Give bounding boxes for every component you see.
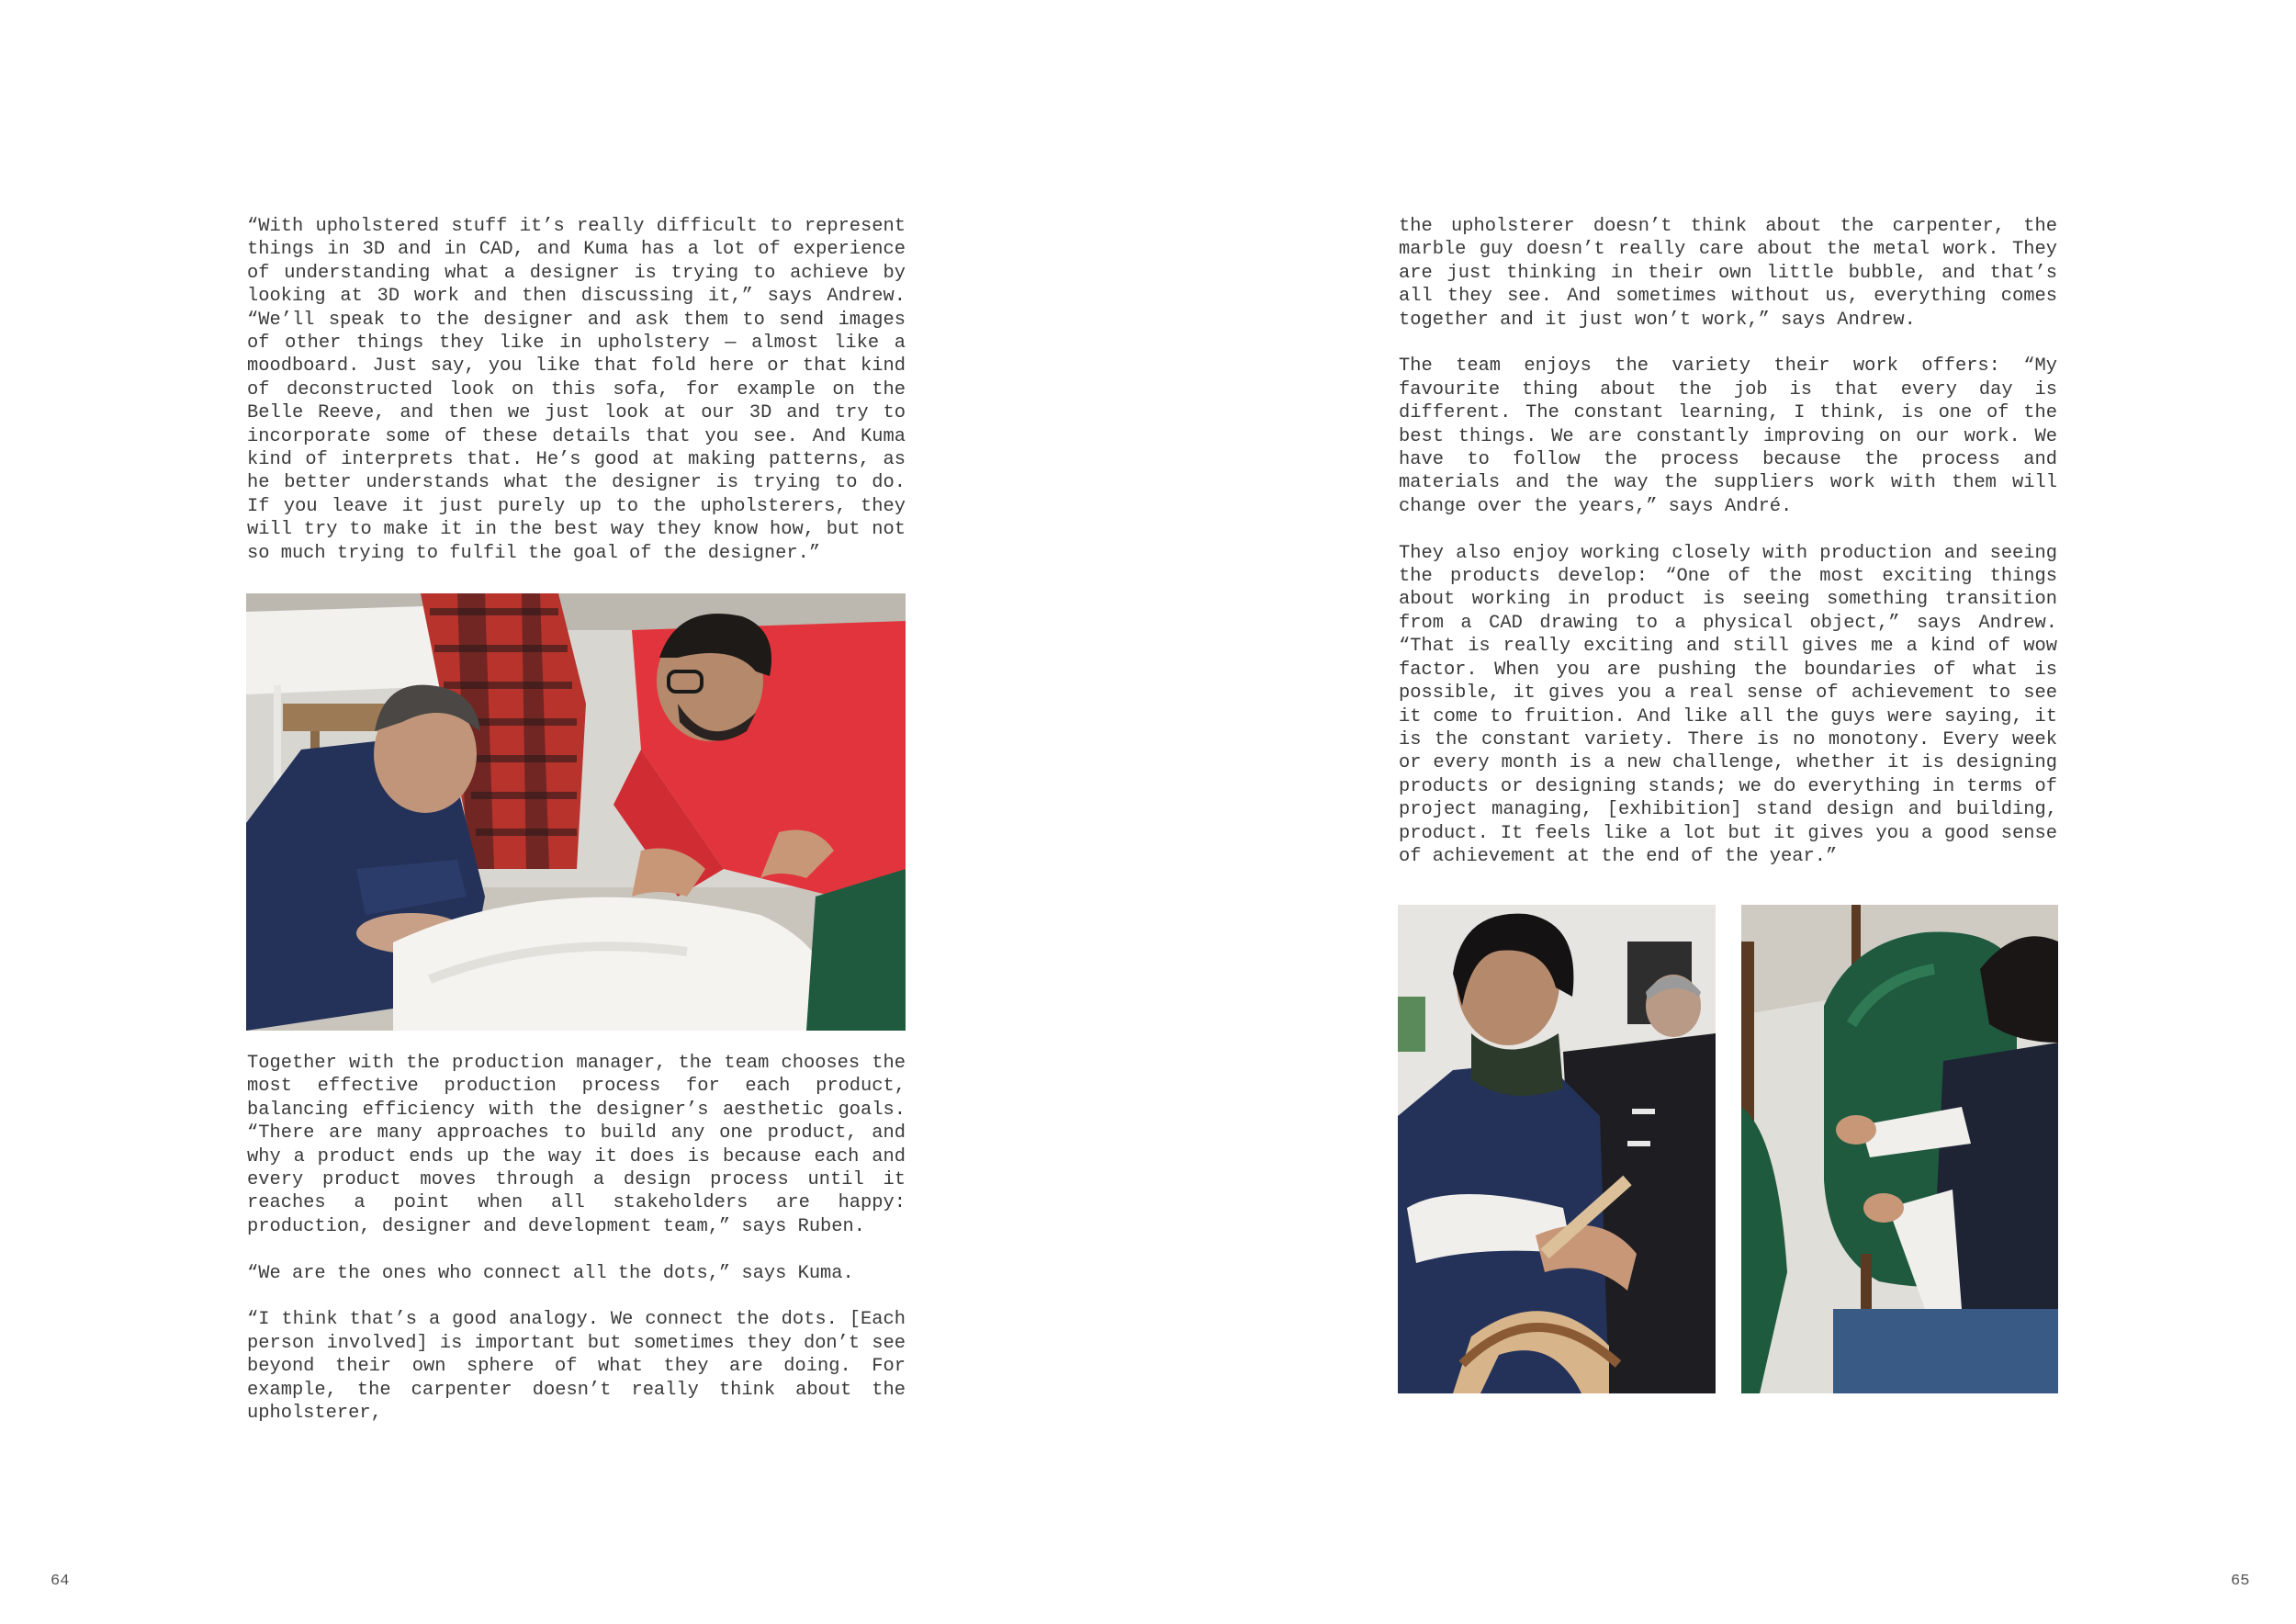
page-number-left: 64 [51, 1573, 70, 1590]
green-chair-photo-illustration [1741, 905, 2058, 1393]
left-column-bottom-text [247, 1052, 906, 1425]
green-velvet-chair-photo [1741, 905, 2058, 1393]
paragraph: “We are the ones who connect all the dots,” says Kuma. [247, 1262, 854, 1284]
left-column-top-text [247, 215, 906, 565]
paragraph: They also enjoy working closely with production and seeing the products develop: “One of the most exciting things about working in product is seeing something transition from a CAD drawing to a physical object,” says Andrew. “That is really exciting and still gives me a kind of wow factor. When you are pushing the boundaries of what is possible, it gives you a real sense of achievement to see it come to fruition. And like all the guys were saying, it is the constant variety. There is no monotony. Every week or every month is a new challenge, whether it is designing products or designing stands; we do everything in terms of project managing, [exhibition] stand design and building, product. It feels like a lot but it gives you a good sense of achievement at the end of the year.” [1399, 542, 2057, 867]
craftsman-with-chair-frame-photo [1398, 905, 1716, 1393]
page-number-right: 65 [2231, 1573, 2250, 1590]
upholstery-workshop-photo [246, 593, 906, 1031]
paragraph: “I think that’s a good analogy. We connect the dots. [Each person involved] is important but sometimes they don’t see beyond their own sphere of what they are doing. For example, the carpenter doesn’t really think about the upholsterer, [247, 1309, 906, 1425]
right-column-text [1399, 215, 2057, 868]
paragraph: “With upholstered stuff it’s really difficult to represent things in 3D and in CAD, and Kuma has a lot of experience of understanding what a designer is trying to achieve by looking at 3D work and then discussing it,” says Andrew. “We’ll speak to the designer and ask them to send images of other things they like in upholstery — almost like a moodboard. Just say, you like that fold here or that kind of deconstructed look on this sofa, for example on the Belle Reeve, and then we just look at our 3D and try to incorporate some of these details that you see. And Kuma kind of interprets that. He’s good at making patterns, as he better understands what the designer is trying to do. If you leave it just purely up to the upholsterers, they will try to make it in the best way they know how, but not so much trying to fulfil the goal of the designer.” [247, 216, 906, 564]
paragraph: The team enjoys the variety their work offers: “My favourite thing about the job is that every day is different. The constant learning, I think, is one of the best things. We are constantly improving on our work. We have to follow the process because the process and materials and the way the suppliers work with them will change over the years,” says André. [1399, 355, 2057, 517]
workshop-photo-illustration [246, 593, 906, 1031]
craftsman-photo-illustration [1398, 905, 1716, 1393]
paragraph: the upholsterer doesn’t think about the carpenter, the marble guy doesn’t really care about the metal work. They are just thinking in their own little bubble, and that’s all they see. And sometimes without us, everything comes together and it just won’t work,” says Andrew. [1399, 216, 2057, 331]
paragraph: Together with the production manager, the team chooses the most effective production process for each product, balancing efficiency with the designer’s aesthetic goals. “There are many approaches to build any one product, and why a product ends up the way it does is because each and every product moves through a design process until it reaches a point when all stakeholders are happy: production, designer and development team,” says Ruben. [247, 1053, 906, 1237]
